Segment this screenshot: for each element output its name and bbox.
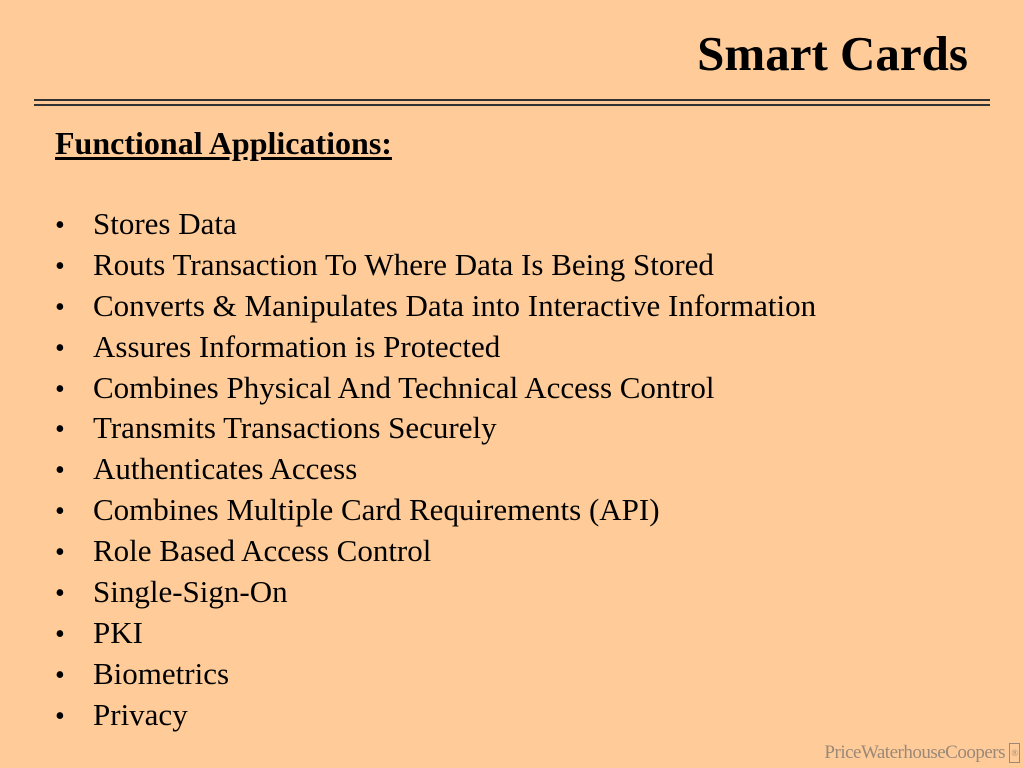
bullet-text: Combines Physical And Technical Access Control (93, 369, 715, 405)
slide-title: Smart Cards (697, 26, 968, 81)
title-divider (34, 99, 990, 106)
bullet-text: Assures Information is Protected (93, 328, 501, 364)
bullet-item (55, 654, 816, 695)
bullet-text: Authenticates Access (93, 451, 358, 487)
logo-mark-icon: ® (1009, 743, 1020, 763)
bullet-item (55, 368, 816, 409)
bullet-text: Combines Multiple Card Requirements (API) (93, 492, 660, 528)
bullet-point-icon: • (55, 700, 65, 732)
bullet-point-icon: • (55, 537, 65, 569)
bullet-point-icon: • (55, 210, 65, 241)
bullet-text: Role Based Access Control (93, 533, 432, 569)
bullet-text: Converts & Manipulates Data into Interactive Information (93, 287, 817, 323)
bullet-list (55, 204, 816, 736)
bullet-point-icon: • (55, 496, 65, 528)
bullet-text: Biometrics (93, 655, 230, 691)
bullet-item (55, 695, 816, 736)
bullet-point-icon: • (55, 659, 65, 691)
bullet-item (55, 204, 816, 245)
bullet-point-icon: • (55, 455, 65, 487)
bullet-text: PKI (93, 614, 143, 650)
bullet-text: Routs Transaction To Where Data Is Being Stored (93, 246, 714, 282)
bullet-point-icon: • (55, 578, 65, 610)
bullet-text: Stores Data (93, 206, 237, 241)
bullet-item (55, 572, 816, 613)
bullet-text: Transmits Transactions Securely (93, 410, 497, 446)
bullet-item (55, 531, 816, 572)
bullet-item (55, 327, 816, 368)
bullet-point-icon: • (55, 414, 65, 446)
bullet-item (55, 408, 816, 449)
logo-wordmark: PriceWaterhouseCoopers (824, 742, 1005, 763)
bullet-item (55, 286, 816, 327)
bullet-text: Privacy (93, 696, 188, 732)
bullet-item (55, 449, 816, 490)
pricewaterhousecoopers-logo (824, 742, 1020, 764)
section-heading: Functional Applications: (55, 125, 392, 161)
bullet-point-icon: • (55, 373, 65, 405)
bullet-item (55, 613, 816, 654)
bullet-item (55, 490, 816, 531)
bullet-point-icon: • (55, 618, 65, 650)
bullet-point-icon: • (55, 332, 65, 364)
bullet-item (55, 245, 816, 286)
bullet-point-icon: • (55, 291, 65, 323)
bullet-text: Single-Sign-On (93, 574, 288, 610)
bullet-point-icon: • (55, 250, 65, 282)
